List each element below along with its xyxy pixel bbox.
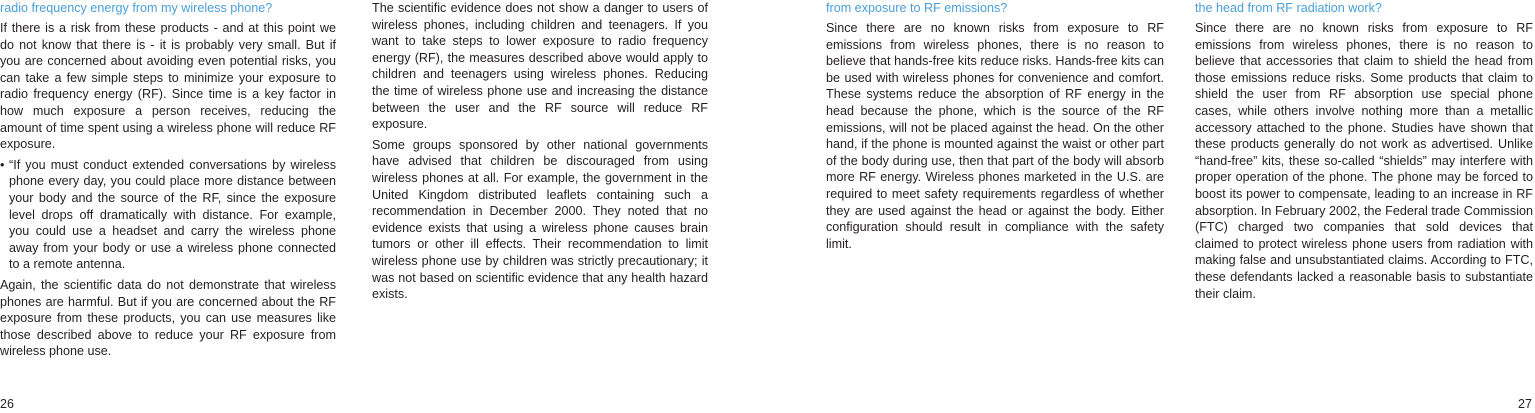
column-2-paragraph-1: The scientific evidence does not show a danger to users of wireless phones, including children and teenagers. If you want to take steps to lower exposure to radio frequency energy (RF), the measures described above would apply to children and teenagers using wireless phones. Reducing the time of wireless phone use and increasing the distance between the user and the RF source will reduce RF exposure. [372, 1, 708, 132]
column-2-paragraph-2: Some groups sponsored by other national governments have advised that children be discouraged from using wireless phones at all. For example, the government in the United Kingdom distributed leaflets containing such a recommendation in December 2000. They noted that no evidence exists that using a wireless phone causes brain tumors or other ill effects. Their recommendation to limit wireless phone use by children was strictly precautionary; it was not based on scientific evidence that any health hazard exists. [372, 137, 708, 302]
column-1-bullet [0, 157, 336, 273]
column-1-bullet-text: “If you must conduct extended conversations by wireless phone every day, you could place more distance between your body and the source of the RF, since the exposure level drops off dramatically with distance. For example, you could use a headset and carry the wireless phone away from your body or use a wireless phone connected to a remote antenna. [9, 157, 336, 272]
page-number-right: 27 [1518, 397, 1532, 411]
column-3-heading: from exposure to RF emissions? [826, 1, 1008, 15]
column-2 [372, 0, 708, 307]
column-1-heading: radio frequency energy from my wireless phone? [0, 1, 273, 15]
bullet-marker: • [0, 157, 5, 172]
column-1-paragraph-2: Again, the scientific data do not demonstrate that wireless phones are harmful. But if you are concerned about the RF exposure from these products, you can use measures like those described above to reduce your RF exposure from wireless phone use. [0, 277, 336, 359]
column-1 [0, 0, 336, 364]
column-3-paragraph-1: Since there are no known risks from exposure to RF emissions from wireless phones, there is no reason to believe that hands-free kits reduce risks. Hands-free kits can be used with wireless phones for convenience and comfort. These systems reduce the absorption of RF energy in the head because the phone, which is the source of the RF emissions, will not be placed against the head. On the other hand, if the phone is mounted against the waist or other part of the body during use, then that part of the body will absorb more RF energy. Wireless phones marketed in the U.S. are required to meet safety requirements regardless of whether they are used against the head or against the body. Either configuration should result in compliance with the safety limit. [826, 21, 1164, 251]
column-4-paragraph-1: Since there are no known risks from exposure to RF emissions from wireless phones, there is no reason to believe that accessories that claim to shield the head from those emissions reduce risks. Some products that claim to shield the user from RF absorption use special phone cases, while others involve nothing more than a metallic accessory attached to the phone. Studies have shown that these products generally do not work as advertised. Unlike “hand-free” kits, these so-called “shields” may interfere with proper operation of the phone. The phone may be forced to boost its power to compensate, leading to an increase in RF absorption. In February 2002, the Federal trade Commission (FTC) charged two companies that sold devices that claimed to protect wireless phone users from radiation with making false and unsubstantiated claims. According to FTC, these defendants lacked a reasonable basis to substantiate their claim. [1195, 21, 1533, 301]
column-3 [826, 0, 1164, 256]
page-number-left: 26 [0, 397, 14, 411]
column-4-heading: the head from RF radiation work? [1195, 1, 1382, 15]
column-1-paragraph-1: If there is a risk from these products - and at this point we do not know that there is - it is probably very small. But if you are concerned about avoiding even potential risks, you can take a few simple steps to minimize your exposure to radio frequency energy (RF). Since time is a key factor in how much exposure a person receives, reducing the amount of time spent using a wireless phone will reduce RF exposure. [0, 21, 336, 152]
column-4 [1195, 0, 1533, 306]
